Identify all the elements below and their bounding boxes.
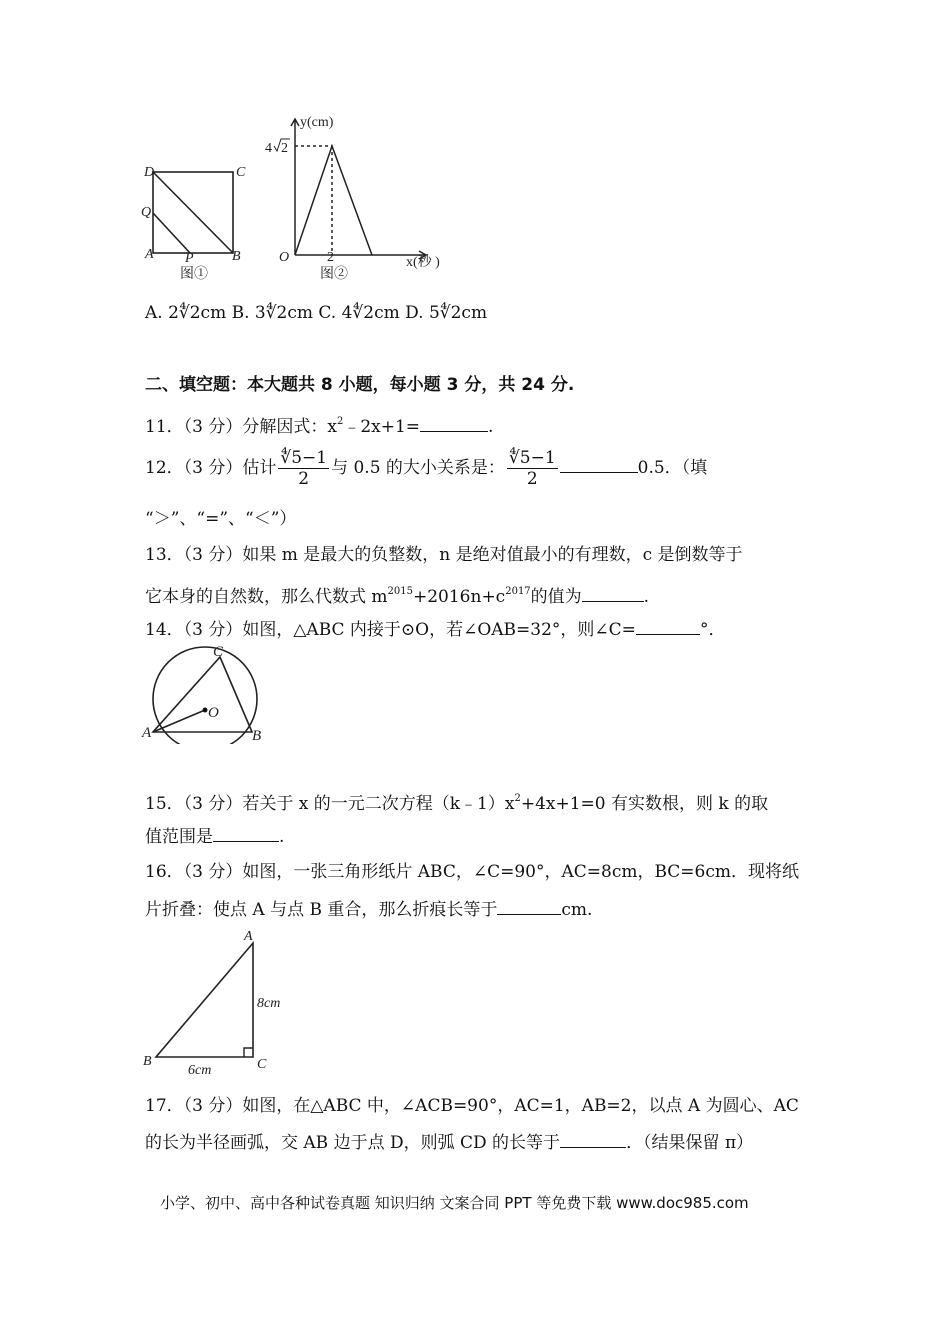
- q14-figure: [140, 644, 270, 744]
- page-footer: 小学、初中、高中各种试卷真题 知识归纳 文案合同 PPT 等免费下载 www.doc985.com: [160, 1194, 749, 1212]
- origin-label: O: [279, 250, 290, 265]
- q12-fraction-1: [278, 448, 329, 489]
- q11-end: .: [488, 417, 494, 437]
- q13-l2-post: 的值为: [530, 587, 582, 607]
- q12-fraction-2: [507, 448, 558, 489]
- fig16-label-ac: 8cm: [257, 996, 281, 1011]
- q15-l2-pre: 值范围是: [145, 827, 213, 847]
- q15-line-2: [145, 825, 284, 848]
- label-D: D: [144, 165, 155, 180]
- fig16-label-B: B: [143, 1054, 152, 1069]
- q15-sup: 2: [514, 793, 521, 804]
- fig16-label-bc: 6cm: [188, 1063, 212, 1078]
- fig14-label-A: A: [142, 725, 152, 741]
- q13-line-1: 13．（3 分）如果 m 是最大的负整数，n 是绝对值最小的有理数，c 是倒数等于: [145, 545, 743, 565]
- question-14: [145, 618, 725, 641]
- figure-1-caption: 图①: [180, 267, 208, 282]
- q12-frac1-den: 2: [298, 469, 310, 489]
- q16-line-2: [145, 898, 592, 921]
- section-2-title: 二、填空题：本大题共 8 小题，每小题 3 分，共 24 分.: [145, 375, 575, 395]
- q12-frac1-num: ∜5−1: [280, 448, 328, 468]
- q16-line-1: 16．（3 分）如图，一张三角形纸片 ABC，∠C=90°，AC=8cm，BC=6cm．现将纸: [145, 862, 799, 882]
- q12-answer-blank[interactable]: [560, 456, 638, 473]
- q10-figure: [140, 110, 460, 285]
- q17-line-2: [145, 1131, 753, 1154]
- q15-line-1: [145, 788, 768, 815]
- q14-pre: 14．（3 分）如图，△ABC 内接于⊙O，若∠OAB=32°，则∠C=: [145, 620, 636, 640]
- triangle-abc: [153, 657, 252, 732]
- q14-answer-blank[interactable]: [636, 618, 700, 635]
- q11-pre: 11．（3 分）分解因式：x: [145, 417, 337, 437]
- q14-end: °．: [699, 620, 726, 640]
- q13-l2-pre: 它本身的自然数，那么代数式 m: [145, 587, 388, 607]
- x-axis-label: x(秒 ): [406, 255, 440, 270]
- q15-answer-blank[interactable]: [213, 825, 279, 842]
- q13-sup-1: 2015: [387, 586, 413, 597]
- fig14-label-C: C: [213, 644, 224, 660]
- q13-l2-mid: +2016n+c: [412, 587, 506, 607]
- fig16-label-A: A: [244, 929, 253, 944]
- q13-line-2: [145, 581, 649, 608]
- label-P: P: [185, 251, 194, 266]
- q16-l2-post: cm.: [561, 900, 593, 920]
- q16-l2-pre: 片折叠：使点 A 与点 B 重合，那么折痕长等于: [145, 900, 498, 920]
- q13-end: .: [643, 587, 650, 607]
- q17-line-1: 17．（3 分）如图，在△ABC 中，∠ACB=90°，AC=1，AB=2，以点 A 为圆心、AC: [145, 1096, 799, 1116]
- q12-line-2: “＞”、“=”、“＜”）: [145, 509, 297, 529]
- q10-options: A. 2∜2cm B. 3∜2cm C. 4∜2cm D. 5∜2cm: [145, 303, 488, 323]
- label-A: A: [145, 247, 154, 262]
- y-axis-label: y(cm): [300, 115, 334, 130]
- q17-answer-blank[interactable]: [560, 1131, 626, 1148]
- question-11: [145, 411, 493, 438]
- figure-2-caption: 图②: [320, 267, 348, 282]
- y-tick-root: 2: [281, 141, 288, 156]
- triangle-abc-right: [156, 943, 253, 1057]
- graph-figure-2: [291, 119, 426, 259]
- y-tick-label: 4: [265, 141, 272, 156]
- q12-frac2-num: ∜5−1: [508, 448, 556, 468]
- q12-mid: 与 0.5 的大小关系是：: [331, 458, 505, 478]
- q12-frac2-den: 2: [526, 469, 538, 489]
- q11-answer-blank[interactable]: [420, 415, 488, 432]
- label-B: B: [232, 249, 241, 264]
- label-C: C: [236, 165, 246, 180]
- fig14-label-B: B: [252, 728, 262, 744]
- q13-answer-blank[interactable]: [582, 585, 644, 602]
- q17-l2-post: ．（结果保留 π）: [626, 1133, 754, 1153]
- q13-sup-2: 2017: [505, 586, 531, 597]
- q15-l1-post: +4x+1=0 有实数根，则 k 的取: [520, 794, 769, 814]
- q16-answer-blank[interactable]: [497, 898, 561, 915]
- q15-end: .: [279, 827, 285, 847]
- label-Q: Q: [141, 205, 152, 220]
- q12-pre: 12．（3 分）估计: [145, 458, 277, 478]
- fig16-label-C: C: [257, 1057, 267, 1072]
- q12-post: 0.5．（填: [637, 458, 708, 478]
- fig14-label-O: O: [208, 705, 219, 721]
- q17-l2-pre: 的长为半径画弧，交 AB 边于点 D，则弧 CD 的长等于: [145, 1133, 561, 1153]
- q11-sup: 2: [336, 416, 344, 427]
- q16-figure: [140, 926, 300, 1078]
- square-figure-1: [153, 172, 233, 253]
- q15-l1-pre: 15．（3 分）若关于 x 的一元二次方程（k﹣1）x: [145, 794, 515, 814]
- q11-post: ﹣2x+1=: [343, 417, 421, 437]
- x-tick-label: 2: [327, 250, 334, 265]
- circle-o: [153, 647, 257, 744]
- question-12: [145, 446, 707, 490]
